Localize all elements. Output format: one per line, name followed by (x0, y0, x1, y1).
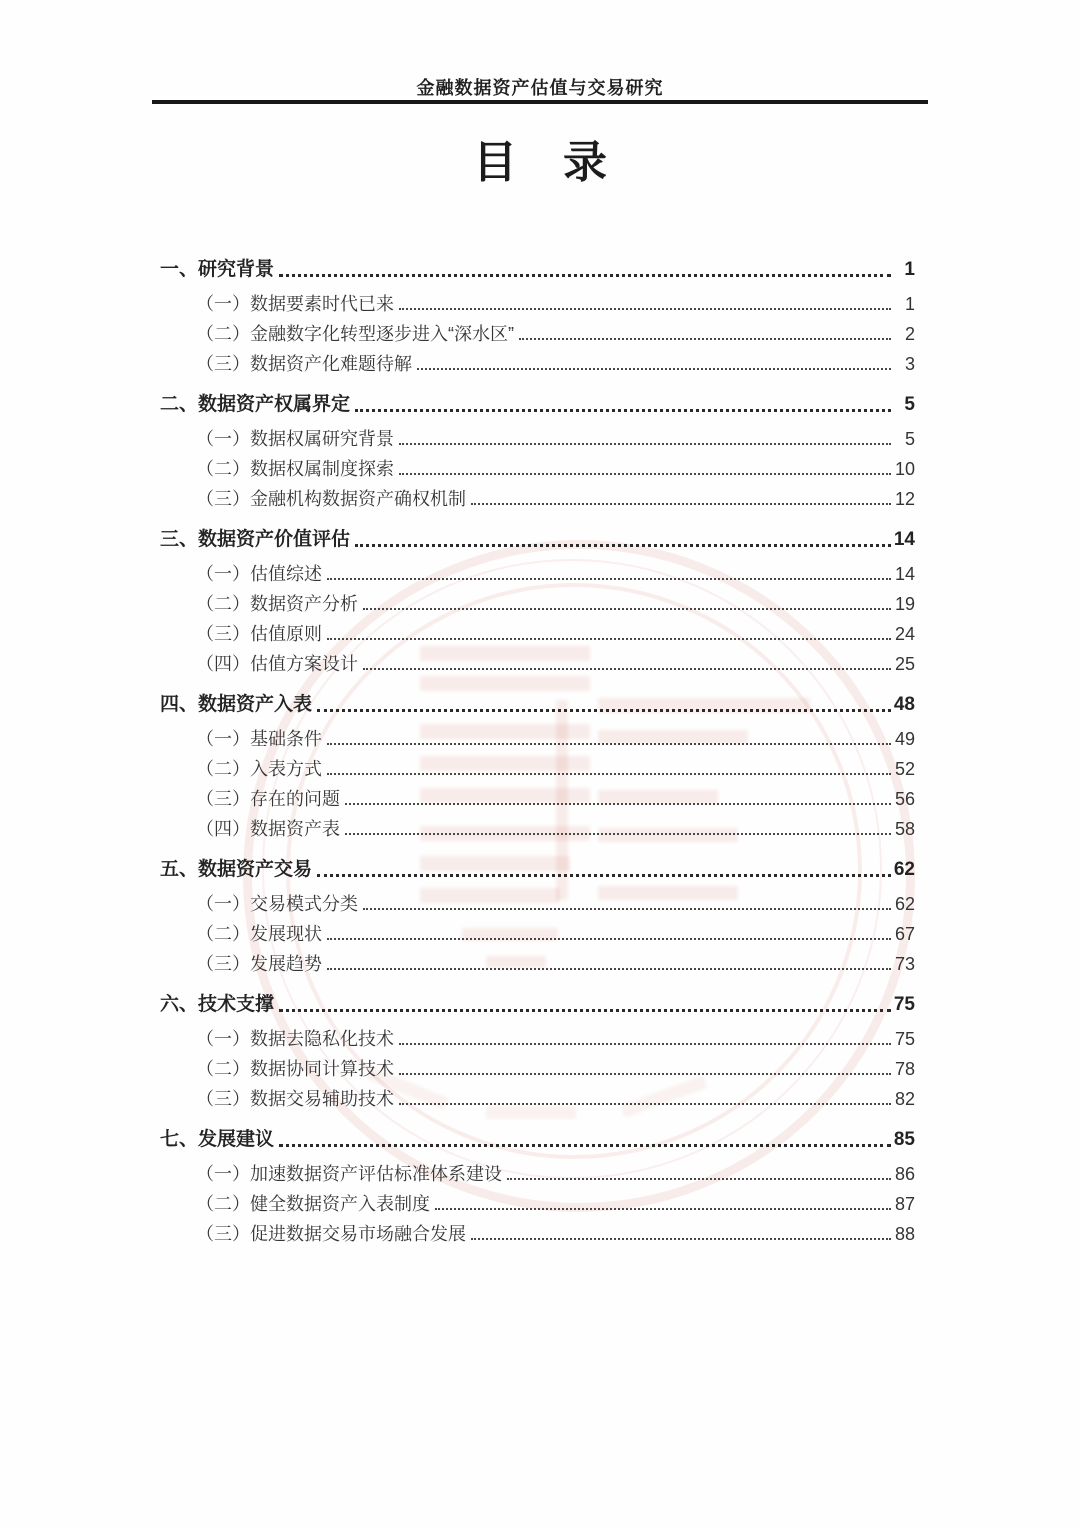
toc-entry-label: （三）发展趋势 (196, 954, 322, 975)
toc-entry-label: （三）数据资产化难题待解 (196, 354, 412, 375)
toc-entry-label: （二）数据资产分析 (196, 594, 358, 615)
dot-leader (519, 338, 891, 340)
toc-item-row[interactable] (160, 945, 915, 975)
toc-chapter-row[interactable] (160, 986, 915, 1016)
toc-entry-page-number: 1 (904, 294, 915, 315)
dot-leader (399, 1043, 891, 1045)
running-header: 金融数据资产估值与交易研究 (416, 78, 664, 98)
dot-leader (279, 1009, 891, 1012)
dot-leader (327, 968, 891, 970)
dot-leader (327, 638, 891, 640)
toc-item-row[interactable] (160, 480, 915, 510)
dot-leader (399, 473, 891, 475)
toc-entry-label: （一）加速数据资产评估标准体系建设 (196, 1164, 502, 1185)
toc-item-row[interactable] (160, 615, 915, 645)
toc-entry-page-number: 24 (894, 624, 915, 645)
toc-item-row[interactable] (160, 780, 915, 810)
toc-entry-label: （一）数据权属研究背景 (196, 429, 394, 450)
toc-entry-page-number: 56 (894, 789, 915, 810)
dot-leader (363, 908, 891, 910)
toc-entry-page-number: 49 (894, 729, 915, 750)
toc-entry-page-number: 5 (904, 429, 915, 450)
toc-entry-page-number: 87 (894, 1194, 915, 1215)
toc-chapter-row[interactable] (160, 686, 915, 716)
toc-item-row[interactable] (160, 750, 915, 780)
toc-entry-page-number: 73 (894, 954, 915, 975)
toc-entry-label: （三）金融机构数据资产确权机制 (196, 489, 466, 510)
toc-chapter-row[interactable] (160, 386, 915, 416)
toc-item-row[interactable] (160, 345, 915, 375)
toc-entry-label: （三）数据交易辅助技术 (196, 1089, 394, 1110)
toc-entry-page-number: 88 (894, 1224, 915, 1245)
toc-item-row[interactable] (160, 1155, 915, 1185)
dot-leader (399, 308, 891, 310)
toc-entry-label: （四）估值方案设计 (196, 654, 358, 675)
toc-entry-label: 七、发展建议 (160, 1129, 275, 1151)
dot-leader (345, 833, 891, 835)
toc-entry-label: （一）数据去隐私化技术 (196, 1029, 394, 1050)
dot-leader (327, 938, 891, 940)
toc-entry-label: 三、数据资产价值评估 (160, 529, 351, 551)
toc-item-row[interactable] (160, 1185, 915, 1215)
toc-entry-label: （二）数据权属制度探索 (196, 459, 394, 480)
dot-leader (279, 1144, 891, 1147)
toc-entry-label: （三）存在的问题 (196, 789, 340, 810)
toc-entry-page-number: 25 (894, 654, 915, 675)
dot-leader (399, 443, 891, 445)
dot-leader (417, 368, 891, 370)
toc-entry-page-number: 3 (904, 354, 915, 375)
toc-entry-label: 二、数据资产权属界定 (160, 394, 351, 416)
toc-item-row[interactable] (160, 720, 915, 750)
toc-chapter-row[interactable] (160, 521, 915, 551)
toc-chapter-row[interactable] (160, 1121, 915, 1151)
toc-entry-page-number: 14 (893, 529, 915, 551)
toc-entry-page-number: 1 (904, 259, 915, 281)
toc-entry-label: （四）数据资产表 (196, 819, 340, 840)
toc-item-row[interactable] (160, 885, 915, 915)
dot-leader (507, 1178, 891, 1180)
toc-item-row[interactable] (160, 420, 915, 450)
toc-entry-label: （一）交易模式分类 (196, 894, 358, 915)
toc-item-row[interactable] (160, 585, 915, 615)
toc-item-row[interactable] (160, 1215, 915, 1245)
toc-entry-page-number: 48 (893, 694, 915, 716)
toc-entry-label: 六、技术支撑 (160, 994, 275, 1016)
toc-entry-page-number: 75 (893, 994, 915, 1016)
dot-leader (327, 578, 891, 580)
toc-chapter-row[interactable] (160, 851, 915, 881)
toc-chapter-row[interactable] (160, 251, 915, 281)
toc-item-row[interactable] (160, 645, 915, 675)
toc-entry-label: 一、研究背景 (160, 259, 275, 281)
toc-entry-label: （二）发展现状 (196, 924, 322, 945)
toc-item-row[interactable] (160, 810, 915, 840)
toc-entry-label: （二）入表方式 (196, 759, 322, 780)
toc-entry-label: （二）数据协同计算技术 (196, 1059, 394, 1080)
dot-leader (363, 668, 891, 670)
toc-entry-label: （二）金融数字化转型逐步进入“深水区” (196, 324, 514, 345)
toc-entry-page-number: 10 (894, 459, 915, 480)
dot-leader (317, 874, 891, 877)
toc-entry-label: 五、数据资产交易 (160, 859, 313, 881)
toc-entry-label: （一）数据要素时代已来 (196, 294, 394, 315)
dot-leader (327, 773, 891, 775)
toc-item-row[interactable] (160, 1020, 915, 1050)
toc-entry-page-number: 67 (894, 924, 915, 945)
dot-leader (327, 743, 891, 745)
toc-item-row[interactable] (160, 555, 915, 585)
dot-leader (363, 608, 891, 610)
dot-leader (435, 1208, 891, 1210)
toc-title (0, 126, 1080, 190)
toc-entry-label: （三）促进数据交易市场融合发展 (196, 1224, 466, 1245)
toc-entry-page-number: 62 (893, 859, 915, 881)
toc-entry-label: （三）估值原则 (196, 624, 322, 645)
toc-entry-page-number: 14 (894, 564, 915, 585)
dot-leader (471, 1238, 891, 1240)
dot-leader (279, 274, 891, 277)
header-rule (152, 100, 928, 104)
toc-entry-page-number: 75 (894, 1029, 915, 1050)
toc-entry-page-number: 5 (904, 394, 915, 416)
toc-entry-page-number: 78 (894, 1059, 915, 1080)
toc-item-row[interactable] (160, 315, 915, 345)
toc-entry-page-number: 52 (894, 759, 915, 780)
toc-entry-page-number: 12 (894, 489, 915, 510)
toc-item-row[interactable] (160, 915, 915, 945)
toc-entry-page-number: 86 (894, 1164, 915, 1185)
table-of-contents (160, 240, 915, 1245)
dot-leader (399, 1103, 891, 1105)
toc-item-row[interactable] (160, 450, 915, 480)
toc-entry-page-number: 85 (893, 1129, 915, 1151)
toc-entry-page-number: 19 (894, 594, 915, 615)
toc-entry-label: 四、数据资产入表 (160, 694, 313, 716)
dot-leader (345, 803, 891, 805)
toc-entry-label: （一）基础条件 (196, 729, 322, 750)
toc-item-row[interactable] (160, 1050, 915, 1080)
toc-entry-page-number: 58 (894, 819, 915, 840)
dot-leader (317, 709, 891, 712)
dot-leader (399, 1073, 891, 1075)
toc-entry-page-number: 62 (894, 894, 915, 915)
toc-title-char: 录 (563, 138, 607, 187)
toc-item-row[interactable] (160, 1080, 915, 1110)
toc-entry-label: （二）健全数据资产入表制度 (196, 1194, 430, 1215)
dot-leader (355, 409, 891, 412)
dot-leader (471, 503, 891, 505)
toc-entry-label: （一）估值综述 (196, 564, 322, 585)
toc-entry-page-number: 2 (904, 324, 915, 345)
toc-title-char: 目 (473, 138, 517, 187)
dot-leader (355, 544, 891, 547)
toc-item-row[interactable] (160, 285, 915, 315)
toc-entry-page-number: 82 (894, 1089, 915, 1110)
